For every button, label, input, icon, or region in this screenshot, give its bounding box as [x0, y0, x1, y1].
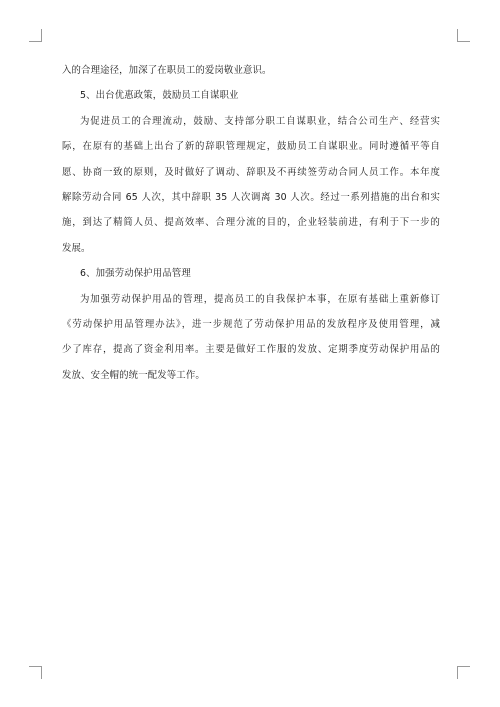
- section-heading-5: 5、出台优惠政策，鼓励员工自谋职业: [80, 90, 239, 102]
- section-heading-6: 6、加强劳动保护用品管理: [80, 268, 191, 280]
- crop-mark-top-left: [29, 29, 42, 42]
- paragraph-line: 愿、协商一致的原则，及时做好了调动、辞职及不再续签劳动合同人员工作。本年度: [62, 166, 440, 178]
- paragraph-line: 入的合理途径，加深了在职员工的爱岗敬业意识。: [62, 65, 272, 76]
- paragraph-line: 施，到达了精简人员、提高效率、合理分流的目的，企业轻装前进，有利于下一步的: [62, 217, 440, 229]
- crop-mark-bottom-right: [457, 666, 470, 679]
- paragraph-line: 为促进员工的合理流动，鼓励、支持部分职工自谋职业，结合公司生产、经营实: [80, 115, 440, 127]
- crop-mark-top-right: [457, 29, 470, 42]
- paragraph-line: 少了库存，提高了资金利用率。主要是做好工作服的发放、定期季度劳动保护用品的: [62, 344, 440, 356]
- paragraph-line: 发展。: [62, 242, 91, 254]
- document-body: [62, 64, 440, 394]
- paragraph-line: 为加强劳动保护用品的管理，提高员工的自我保护本事，在原有基础上重新修订: [80, 293, 440, 305]
- paragraph-line: 际，在原有的基础上出台了新的辞职管理规定，鼓励员工自谋职业。同时遵循平等自: [62, 141, 440, 153]
- crop-mark-bottom-left: [29, 666, 42, 679]
- paragraph-line: 《劳动保护用品管理办法》，进一步规范了劳动保护用品的发放程序及使用管理，减: [62, 318, 440, 330]
- paragraph-line: 解除劳动合同 65 人次，其中辞职 35 人次调离 30 人次。经过一系列措施的出台和实: [62, 191, 440, 203]
- paragraph-line: 发放、安全帽的统一配发等工作。: [62, 369, 205, 381]
